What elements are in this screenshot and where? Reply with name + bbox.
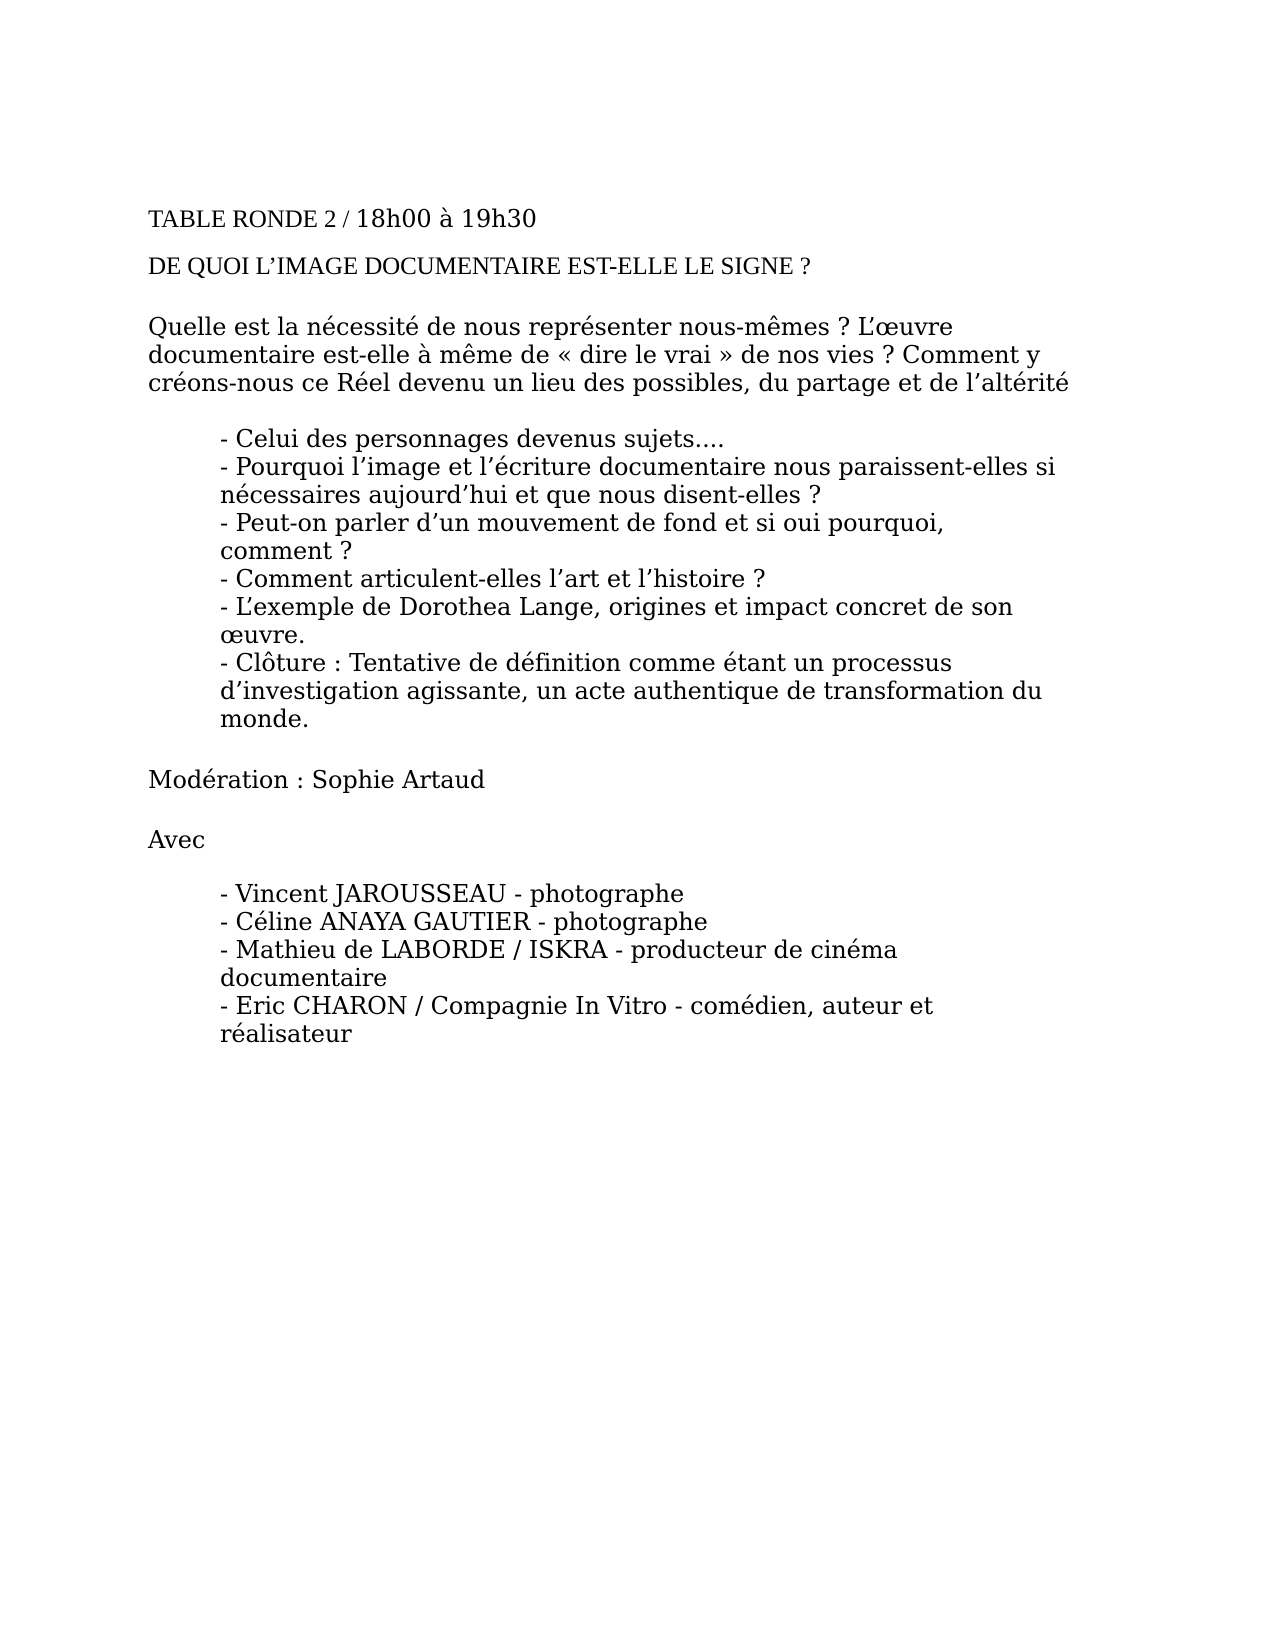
session-title: DE QUOI L’IMAGE DOCUMENTAIRE EST-ELLE LE SIGNE ? [148, 253, 811, 280]
topic-line: d’investigation agissante, un acte authentique de transformation du [220, 677, 1043, 705]
intro-line: documentaire est-elle à même de « dire le vrai » de nos vies ? Comment y [148, 341, 1041, 369]
topic-line: - Pourquoi l’image et l’écriture documentaire nous paraissent-elles si [220, 453, 1056, 481]
session-label: TABLE RONDE 2 / [148, 206, 356, 233]
topic-line: œuvre. [220, 621, 306, 649]
participant-line: réalisateur [220, 1020, 352, 1048]
participant-line: - Vincent JAROUSSEAU - photographe [220, 880, 685, 908]
intro-line: créons-nous ce Réel devenu un lieu des possibles, du partage et de l’altérité [148, 369, 1070, 397]
topic-line: - L’exemple de Dorothea Lange, origines et impact concret de son [220, 593, 1013, 621]
topic-line: - Clôture : Tentative de définition comme étant un processus [220, 649, 953, 677]
topic-line: monde. [220, 705, 310, 733]
participant-line: - Céline ANAYA GAUTIER - photographe [220, 908, 708, 936]
topic-line: - Celui des personnages devenus sujets.... [220, 425, 725, 453]
topic-line: - Comment articulent-elles l’art et l’histoire ? [220, 565, 766, 593]
participant-line: - Eric CHARON / Compagnie In Vitro - comédien, auteur et [220, 992, 934, 1020]
topic-line: - Peut-on parler d’un mouvement de fond et si oui pourquoi, [220, 509, 945, 537]
topic-line: nécessaires aujourd’hui et que nous disent-elles ? [220, 481, 822, 509]
session-header [148, 205, 537, 234]
participant-line: - Mathieu de LABORDE / ISKRA - producteur de cinéma [220, 936, 898, 964]
participant-line: documentaire [220, 964, 388, 992]
topic-line: comment ? [220, 537, 353, 565]
moderation-line: Modération : Sophie Artaud [148, 766, 486, 794]
session-time: 18h00 à 19h30 [355, 205, 537, 233]
intro-line: Quelle est la nécessité de nous représenter nous-mêmes ? L’œuvre [148, 313, 954, 341]
with-label: Avec [148, 826, 206, 854]
